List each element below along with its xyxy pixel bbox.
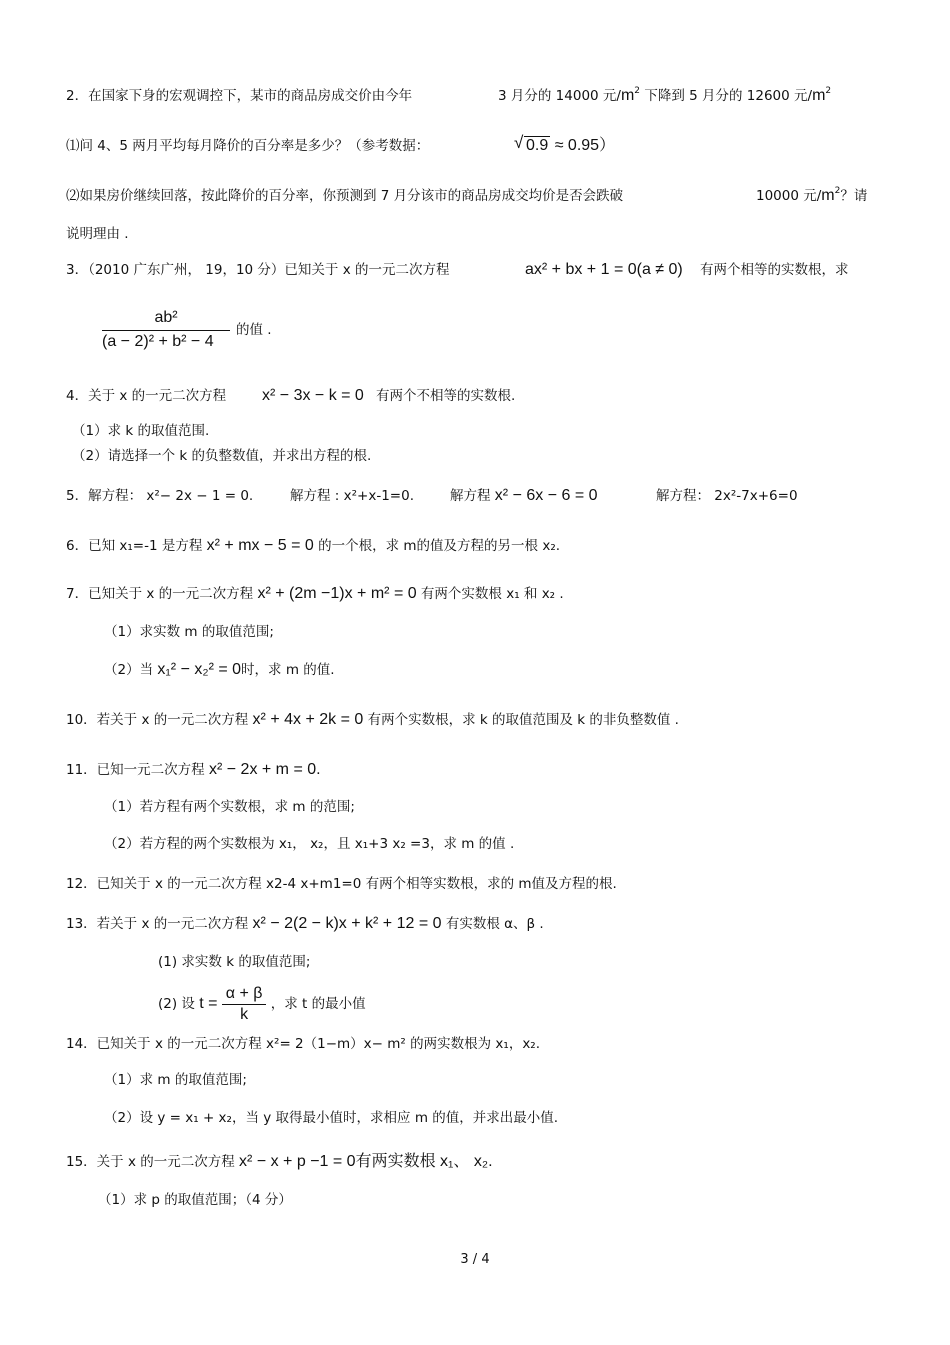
q3-text: 3．（2010 广东广州， 19，10 分）已知关于 x 的一元二次方程 [66, 262, 450, 278]
q3-frac-den: (a − 2)² + b² − 4 [102, 333, 214, 350]
q11-sub2: （2）若方程的两个实数根为 x₁， x₂，且 x₁+3 x₂ =3，求 m 的值 . [104, 836, 515, 852]
q10-post-text: 有两个实数根，求 k 的取值范围及 k 的非负整数值 . [367, 712, 679, 728]
unit-m: m [821, 187, 835, 204]
q4-post-text: 有两个不相等的实数根. [376, 388, 516, 404]
q2-part2-cont-text: 说明理由 . [66, 226, 129, 242]
q10-equation: x² + 4x + 2k = 0 [252, 711, 364, 728]
q14-sub1: （1）求 m 的取值范围; [104, 1072, 247, 1088]
q13-sub1: (1) 求实数 k 的取值范围; [158, 954, 311, 970]
q2-part2 [66, 186, 623, 206]
q2-part2-price-text: 10000 元/ [756, 188, 822, 204]
q3-post [700, 260, 849, 280]
q4-text: 4．关于 x 的一元二次方程 [66, 388, 227, 404]
q5-c-text: 解方程 [450, 488, 491, 504]
q2-part1 [66, 136, 429, 156]
q3-post-text: 有两个相等的实数根，求 [700, 262, 849, 278]
q4-sub1: （1）求 k 的取值范围. [72, 423, 210, 439]
q11-equation: x² − 2x + m = 0. [208, 761, 321, 778]
q7-sub2-post: 时，求 m 的值. [241, 662, 335, 678]
q7-sub1: （1）求实数 m 的取值范围; [104, 624, 274, 640]
q7-sub2-equation: x₁² − x₂² = 0 [157, 661, 242, 678]
q15-equation: x² − x + p −1 = 0有两实数根 x₁、 x₂. [239, 1153, 493, 1170]
q2-line1 [66, 86, 412, 106]
q11-text: 11．已知一元二次方程 [66, 762, 205, 778]
q2-text: 2．在国家下身的宏观调控下，某市的商品房成交价由今年 [66, 88, 413, 104]
q13-sub2-post: ，求 t 的最小值 [270, 996, 366, 1012]
q3-tail [236, 320, 272, 340]
q15-line [66, 1152, 493, 1172]
q13-line [66, 914, 544, 934]
q4-sub2: （2）请选择一个 k 的负整数值，并求出方程的根. [72, 448, 372, 464]
q2-sqrt-ref [514, 133, 616, 156]
sqrt-symbol: √ 0.9 [514, 133, 549, 154]
q6-line [66, 536, 560, 556]
q7-post-text: 有两个实数根 x₁ 和 x₂ . [420, 586, 564, 602]
q5-d: 解方程： 2x²-7x+6=0 [656, 488, 798, 504]
q14-line: 14．已知关于 x 的一元二次方程 x²= 2（1−m）x− m² 的两实数根为 x₁，x₂. [66, 1036, 541, 1052]
q13-frac-den: k [222, 1004, 267, 1025]
q4-equation: x² − 3x − k = 0 [262, 387, 364, 404]
q7-sub2 [104, 660, 335, 680]
q12-line: 12．已知关于 x 的一元二次方程 x2-4 x+m1=0 有两个相等实数根，求的 m值及方程的根. [66, 876, 617, 892]
q13-t: t = [199, 995, 218, 1012]
unit-m: m [620, 87, 635, 104]
q13-sub2-pre: (2) 设 [158, 996, 195, 1012]
q4-eq [262, 386, 364, 406]
q3-tail-text: 的值 . [236, 322, 272, 338]
q2-part2-tail: ？请 [840, 188, 868, 204]
q13-text: 13．若关于 x 的一元二次方程 [66, 916, 249, 932]
q10-text: 10．若关于 x 的一元二次方程 [66, 712, 249, 728]
q10-line [66, 710, 679, 730]
q2-part2-text: ⑵如果房价继续回落，按此降价的百分率，你预测到 7 月分该市的商品房成交均价是否会跌破 [66, 188, 624, 204]
q2-part1-text: ⑴问 4、5 两月平均每月降价的百分率是多少？（参考数据： [66, 138, 430, 154]
q13-fraction [222, 984, 267, 1025]
q5-c [450, 486, 598, 506]
q2-part2-price: 10000 元$/m^2$？请 [756, 186, 868, 204]
q14-sub2: （2）设 y = x₁ + x₂，当 y 取得最小值时，求相应 m 的值，并求出最小值. [104, 1110, 559, 1126]
q5-a: 5．解方程： x²− 2x − 1 = 0. [66, 488, 254, 504]
q6-equation: x² + mx − 5 = 0 [206, 537, 314, 554]
q2-line1-price: 3 月分的 14000 元$/m^2$ 下降到 5 月分的 12600 元$/m^2$ [498, 86, 832, 104]
q5-b: 解方程 : x²+x-1=0. [290, 488, 414, 504]
q2-approx: ≈ 0.95） [554, 137, 616, 154]
q13-equation: x² − 2(2 − k)x + k² + 12 = 0 [252, 915, 442, 932]
q3-fraction [102, 306, 230, 353]
q13-post-text: 有实数根 α、β . [445, 916, 544, 932]
q13-sub2 [158, 982, 366, 1026]
q3-frac-num: ab² [154, 309, 178, 326]
unit-m: m [812, 87, 826, 104]
q2-price-end: 下降到 5 月分的 12600 元/ [644, 88, 813, 104]
q2-price-start: 3 月分的 14000 元/ [498, 88, 621, 104]
q11-sub1: （1）若方程有两个实数根，求 m 的范围; [104, 799, 355, 815]
q11-line [66, 760, 321, 780]
q15-text: 15．关于 x 的一元二次方程 [66, 1154, 235, 1170]
q4-post [376, 386, 515, 406]
q7-sub2-pre: （2）当 [104, 662, 154, 678]
q5-c-equation: x² − 6x − 6 = 0 [494, 487, 598, 504]
q15-sub1: （1）求 p 的取值范围；（4 分） [98, 1192, 292, 1208]
q7-line [66, 584, 564, 604]
q13-frac-num: α + β [225, 984, 263, 1002]
q4-line1 [66, 386, 226, 406]
q6-text: 6．已知 x₁=-1 是方程 [66, 538, 203, 554]
q6-post-text: 的一个根，求 m的值及方程的另一根 x₂. [318, 538, 561, 554]
q7-equation: x² + (2m −1)x + m² = 0 [257, 585, 417, 602]
q2-part2-cont [66, 224, 129, 244]
q3-line1 [66, 260, 450, 280]
q7-text: 7．已知关于 x 的一元二次方程 [66, 586, 254, 602]
q3-equation [525, 260, 683, 280]
page-number: 3 / 4 [460, 1252, 490, 1267]
q3-eq: ax² + bx + 1 = 0(a ≠ 0) [525, 261, 683, 278]
